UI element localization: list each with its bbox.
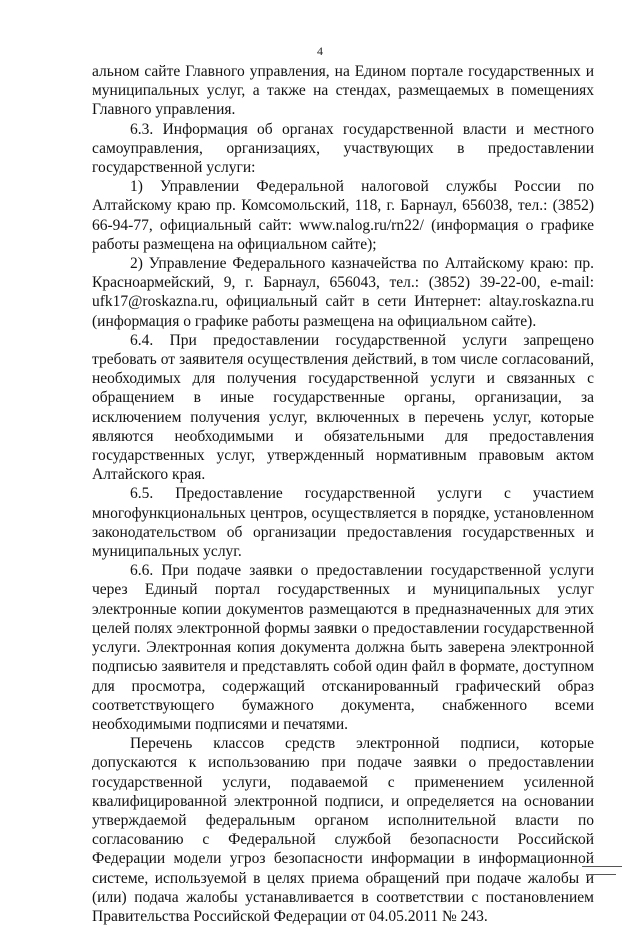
scan-mark-line-short [586, 874, 616, 875]
paragraph-6-6: 6.6. При подаче заявки о предоставлении государственной услуги через Единый портал государственных и муниципальных услуг электронные копии документов размещаются в предназначенных для этих целей полях электронной формы заявки о предоставлении государственной услуги. Электронная копия документа должна быть заверена электронной подписью заявителя и представлять собой один файл в формате, доступном для просмотра, содержащий отсканированный графический образ соответствующего бумажного документа, снабженного всеми необходимыми подписями и печатями. [92, 562, 594, 733]
paragraph-continuation: альном сайте Главного управления, на Едином портале государственных и муниципальных услуг, а также на стендах, размещаемых в помещениях Главного управления. [92, 63, 594, 119]
paragraph-6-5: 6.5. Предоставление государственной услуги с участием многофункциональных центров, осуществляется в порядке, установленном законодательством об организации предоставления государственных и муниципальных услуг. [92, 485, 594, 561]
paragraph-6-3-item-1: 1) Управлении Федеральной налоговой службы России по Алтайскому краю пр. Комсомольский, 118, г. Барнаул, 656038, тел.: (3852) 66-94-77, официальный сайт: www.nalog.ru/rn22/ (информация о графике работы размещена на официальном сайте); [92, 178, 594, 253]
document-body [92, 62, 594, 926]
paragraph-signature-classes: Перечень классов средств электронной подписи, которые допускаются к использованию при подаче заявки о предоставлении государственной услуги, подаваемой с применением усиленной квалифицированной электронной подписи, и определяется на основании утверждаемой федеральным органом исполнительной власти по согласованию с Федеральной службой безопасности Российской Федерации модели угроз безопасности информации в информационной системе, используемой в целях приема обращений при подаче жалобы и (или) подача жалобы устанавливается в соответствии с постановлением Правительства Российской Федерации от 04.05.2011 № 243. [92, 735, 594, 925]
paragraph-6-4: 6.4. При предоставлении государственной услуги запрещено требовать от заявителя осуществления действий, в том числе согласований, необходимых для получения государственной услуги и связанных с обращением в иные государственные органы, организации, за исключением получения услуг, включенных в перечень услуг, которые являются необходимыми и обязательными для предоставления государственных услуг, утвержденный нормативным правовым актом Алтайского края. [92, 331, 594, 484]
paragraph-6-3-item-2: 2) Управление Федерального казначейства по Алтайскому краю: пр. Красноармейский, 9, г. Барнаул, 656043, тел.: (3852) 39-22-00, e-mail: ufk17@roskazna.ru, официальный сайт в сети Интернет: altay.roskazna.ru (информация о графике работы размещена на официальном сайте). [92, 255, 594, 330]
page-number: 4 [317, 44, 323, 58]
scan-mark-line [582, 866, 622, 867]
paragraph-6-3: 6.3. Информация об органах государственной власти и местного самоуправления, организациях, участвующих в предоставлении государственной услуги: [92, 120, 594, 177]
